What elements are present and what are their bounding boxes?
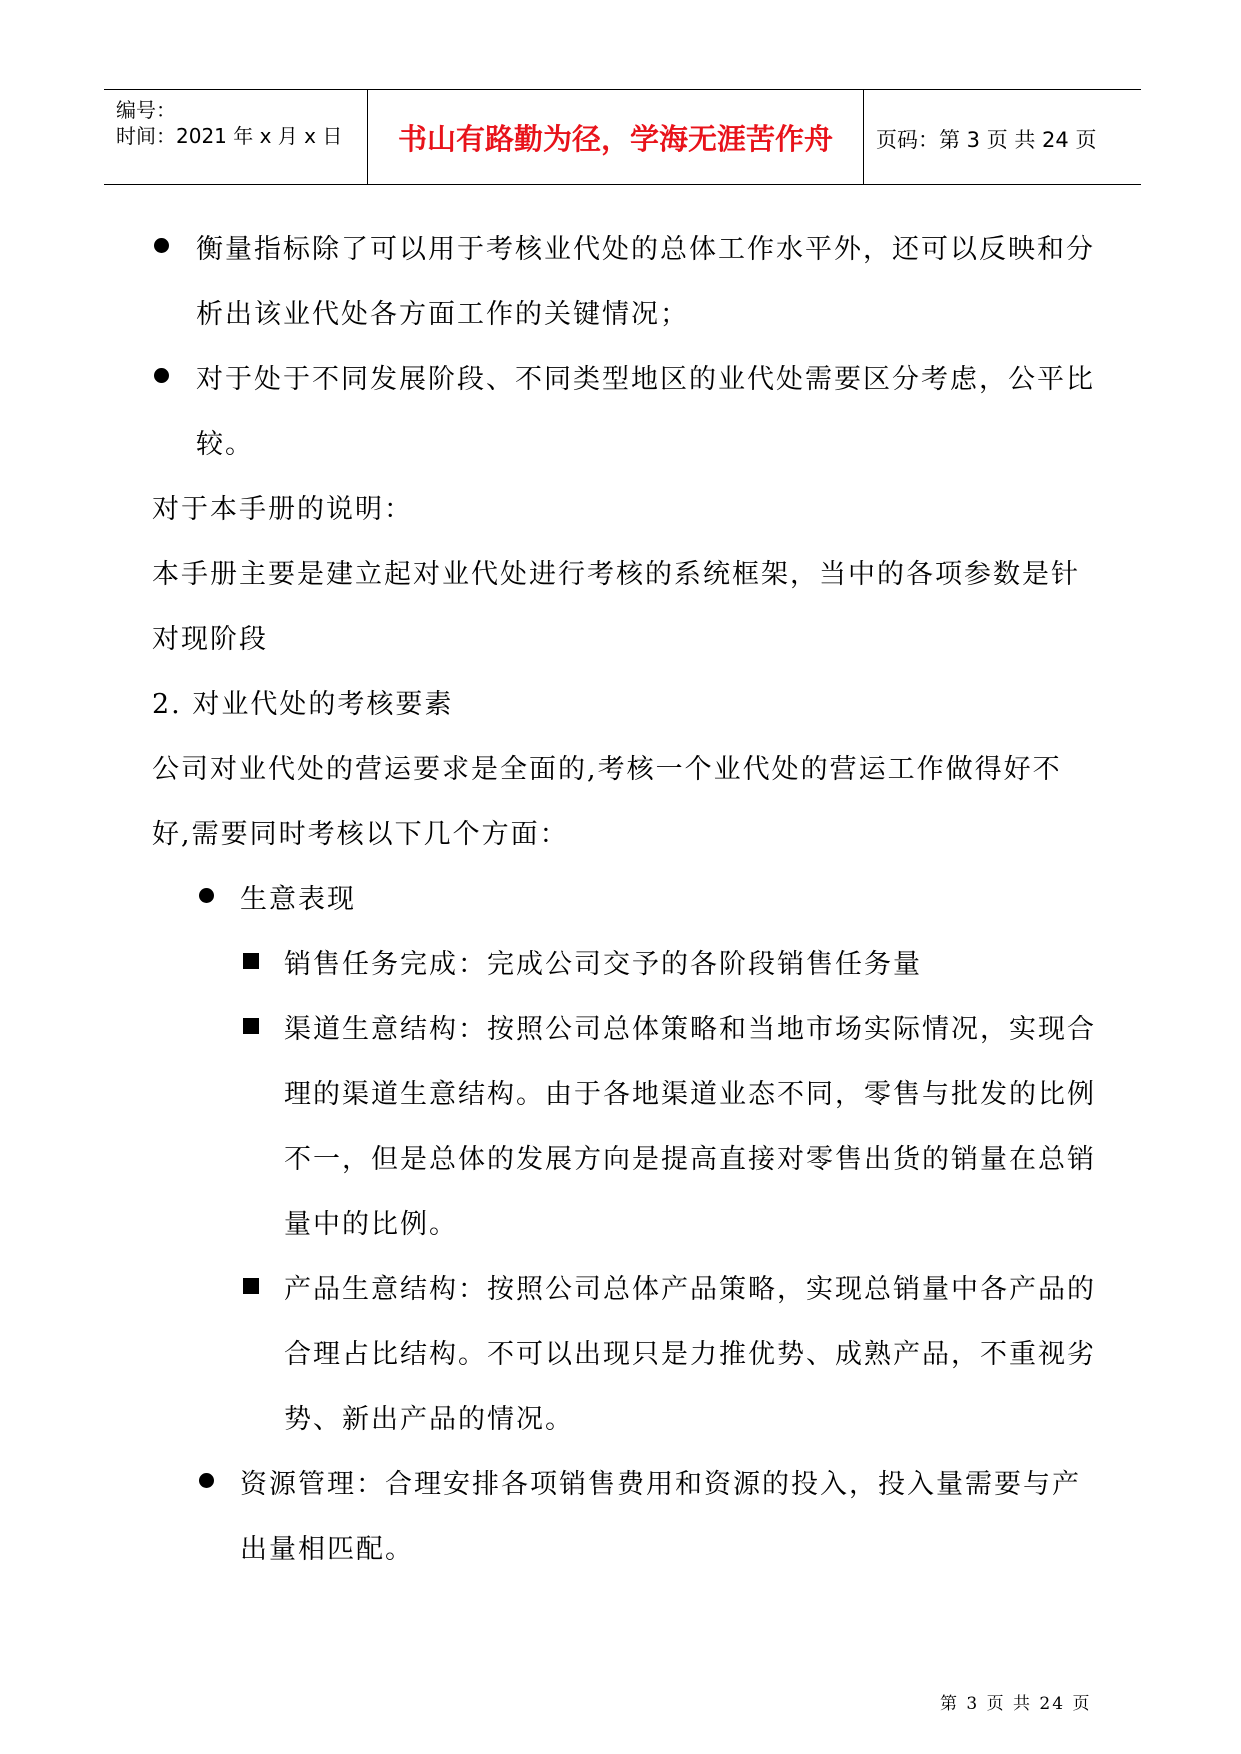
bullet-item-line: 生意表现 xyxy=(240,884,356,915)
paragraph-line: 本手册主要是建立起对业代处进行考核的系统框架，当中的各项参数是针 xyxy=(152,559,1080,590)
header-page-number: 页码：第 3 页 共 24 页 xyxy=(876,128,1097,152)
subbullet-item-line: 合理占比结构。不可以出现只是力推优势、成熟产品，不重视劣 xyxy=(284,1339,1096,1370)
paragraph-line: 对于本手册的说明： xyxy=(152,494,413,525)
subbullet-item-line: 渠道生意结构：按照公司总体策略和当地市场实际情况，实现合 xyxy=(284,1014,1096,1045)
bullet-square-icon xyxy=(243,953,259,969)
section-heading: 2. 对业代处的考核要素 xyxy=(152,689,454,720)
header-meta-cell xyxy=(104,90,368,184)
page-header xyxy=(104,89,1141,185)
page-footer-number: 第 3 页 共 24 页 xyxy=(940,1694,1092,1714)
bullet-square-icon xyxy=(243,1018,259,1034)
paragraph-line: 对现阶段 xyxy=(152,624,268,655)
paragraph-line: 公司对业代处的营运要求是全面的,考核一个业代处的营运工作做得好不 xyxy=(152,754,1062,785)
bullet-dot-icon xyxy=(154,238,169,253)
bullet-item-line: 出量相匹配。 xyxy=(240,1534,414,1565)
bullet-item-line: 较。 xyxy=(196,429,254,460)
bullet-dot-icon xyxy=(199,1473,214,1488)
document-date-label: 时间：2021 年 x 月 x 日 xyxy=(116,124,343,148)
subbullet-item-line: 销售任务完成：完成公司交予的各阶段销售任务量 xyxy=(284,949,922,980)
bullet-dot-icon xyxy=(154,368,169,383)
subbullet-item-line: 产品生意结构：按照公司总体产品策略，实现总销量中各产品的 xyxy=(284,1274,1096,1305)
paragraph-line: 好,需要同时考核以下几个方面： xyxy=(152,819,569,850)
bullet-item-line: 资源管理：合理安排各项销售费用和资源的投入，投入量需要与产 xyxy=(240,1469,1081,1500)
bullet-item-line: 对于处于不同发展阶段、不同类型地区的业代处需要区分考虑，公平比 xyxy=(196,364,1095,395)
bullet-item-line: 析出该业代处各方面工作的关键情况； xyxy=(196,299,689,330)
bullet-item-line: 衡量指标除了可以用于考核业代处的总体工作水平外，还可以反映和分 xyxy=(196,234,1095,265)
bullet-dot-icon xyxy=(199,888,214,903)
subbullet-item-line: 量中的比例。 xyxy=(284,1209,458,1240)
subbullet-item-line: 理的渠道生意结构。由于各地渠道业态不同，零售与批发的比例 xyxy=(284,1079,1096,1110)
header-motto-cell xyxy=(368,90,864,184)
document-number-label: 编号： xyxy=(116,98,176,122)
subbullet-item-line: 不一，但是总体的发展方向是提高直接对零售出货的销量在总销 xyxy=(284,1144,1096,1175)
subbullet-item-line: 势、新出产品的情况。 xyxy=(284,1404,574,1435)
header-page-cell xyxy=(864,90,1141,184)
bullet-square-icon xyxy=(243,1278,259,1294)
header-motto: 书山有路勤为径，学海无涯苦作舟 xyxy=(397,122,833,156)
